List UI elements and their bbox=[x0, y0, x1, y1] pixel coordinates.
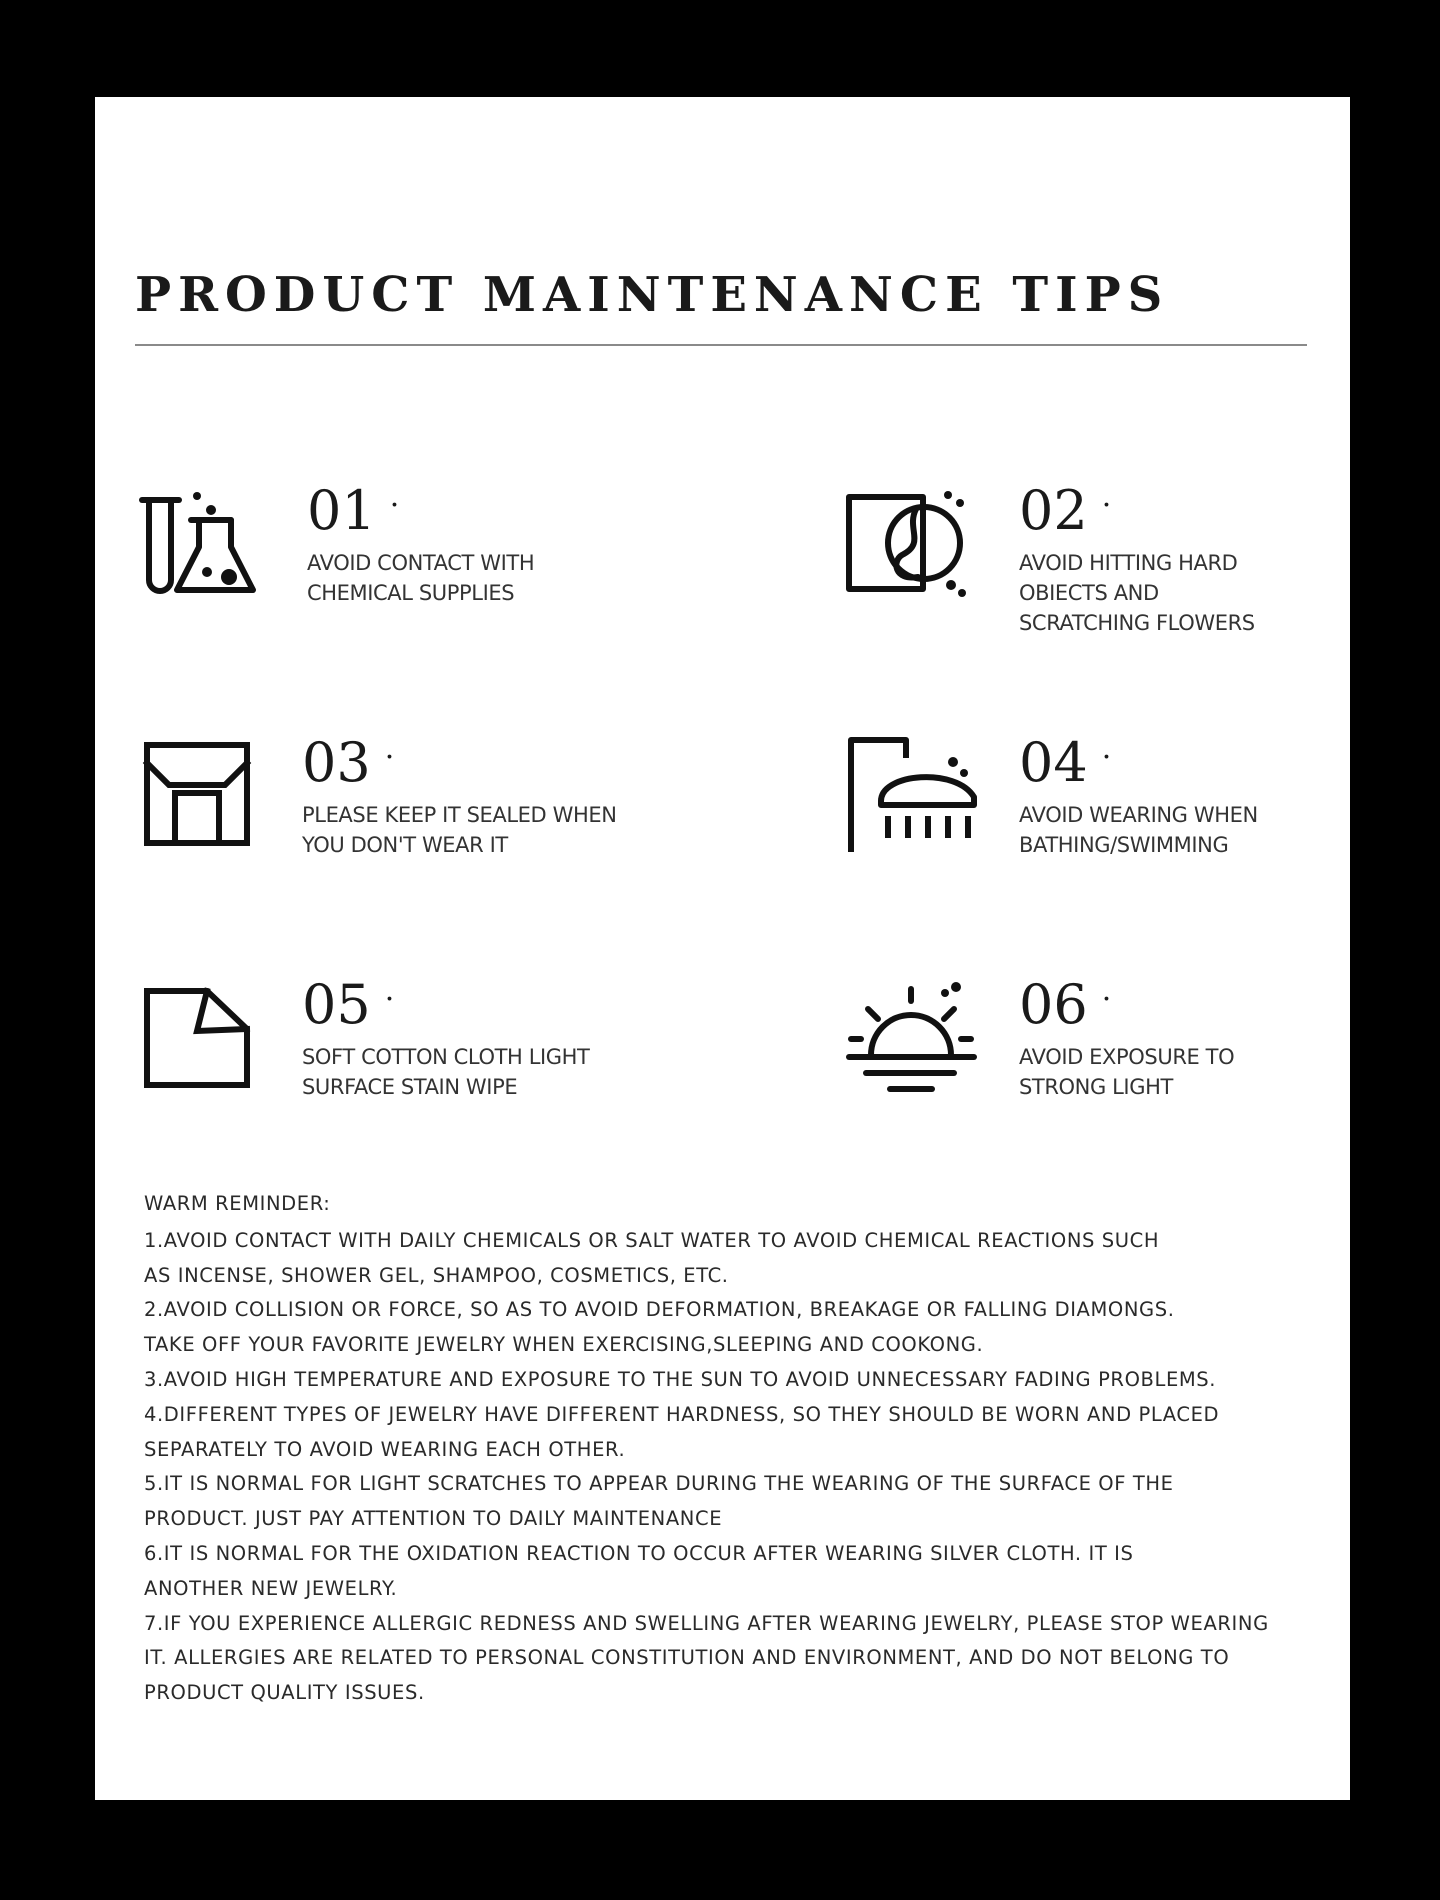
reminder-item: 4.DIFFERENT TYPES OF JEWELRY HAVE DIFFERENT HARDNESS, SO THEY SHOULD BE WORN AND PLACED SEPARATELY TO AVOID WEARING EACH OTHER. bbox=[144, 1402, 1220, 1461]
tip-number: 03 · bbox=[302, 731, 395, 794]
chemistry-flask-icon bbox=[139, 485, 279, 615]
shower-icon bbox=[846, 737, 986, 867]
reminder-item: 5.IT IS NORMAL FOR LIGHT SCRATCHES TO APPEAR DURING THE WEARING OF THE SURFACE OF THE PRODUCT. JUST PAY ATTENTION TO DAILY MAINTENANCE bbox=[144, 1472, 1174, 1531]
tip-text: AVOID WEARING WHEN BATHING/SWIMMING bbox=[1019, 803, 1258, 857]
maintenance-card bbox=[95, 97, 1350, 1800]
tip-text: AVOID EXPOSURE TO STRONG LIGHT bbox=[1019, 1045, 1235, 1099]
sunrise-icon bbox=[846, 979, 986, 1109]
page-title: PRODUCT MAINTENANCE TIPS bbox=[135, 267, 1170, 323]
tip-text: PLEASE KEEP IT SEALED WHEN YOU DON'T WEAR IT bbox=[302, 803, 617, 857]
tip-number: 02 · bbox=[1019, 479, 1112, 542]
tip-number: 04 · bbox=[1019, 731, 1112, 794]
tip-03 bbox=[139, 731, 699, 917]
reminder-item: 2.AVOID COLLISION OR FORCE, SO AS TO AVOID DEFORMATION, BREAKAGE OR FALLING DIAMONGS. TAKE OFF YOUR FAVORITE JEWELRY WHEN EXERCISING,SLEEPING AND COOKONG. bbox=[144, 1298, 1175, 1357]
sealed-box-icon bbox=[139, 737, 279, 867]
reminder-item: 7.IF YOU EXPERIENCE ALLERGIC REDNESS AND SWELLING AFTER WEARING JEWELRY, PLEASE STOP WEARING IT. ALLERGIES ARE RELATED TO PERSONAL CONSTITUTION AND ENVIRONMENT, AND DO NOT BELONG TO PRODUCT QUALITY ISSUES. bbox=[144, 1611, 1269, 1705]
cloth-icon bbox=[139, 979, 279, 1109]
warm-reminder bbox=[144, 1187, 1324, 1711]
tip-text: AVOID CONTACT WITH CHEMICAL SUPPLIES bbox=[307, 551, 535, 605]
hard-object-scratch-icon bbox=[846, 485, 986, 615]
tip-04 bbox=[846, 731, 1406, 917]
tip-06 bbox=[846, 973, 1406, 1159]
reminder-item: 1.AVOID CONTACT WITH DAILY CHEMICALS OR SALT WATER TO AVOID CHEMICAL REACTIONS SUCH AS INCENSE, SHOWER GEL, SHAMPOO, COSMETICS, ETC. bbox=[144, 1228, 1160, 1287]
tip-02 bbox=[846, 479, 1406, 665]
tip-text: AVOID HITTING HARD OBIECTS AND SCRATCHING FLOWERS bbox=[1019, 551, 1255, 635]
reminder-heading: WARM REMINDER: bbox=[144, 1192, 331, 1215]
tip-text: SOFT COTTON CLOTH LIGHT SURFACE STAIN WIPE bbox=[302, 1045, 590, 1099]
title-divider bbox=[135, 344, 1307, 346]
tip-number: 06 · bbox=[1019, 973, 1112, 1036]
tip-number: 05 · bbox=[302, 973, 395, 1036]
reminder-item: 3.AVOID HIGH TEMPERATURE AND EXPOSURE TO THE SUN TO AVOID UNNECESSARY FADING PROBLEMS. bbox=[144, 1367, 1217, 1391]
tip-number: 01 · bbox=[307, 479, 400, 542]
tip-01 bbox=[139, 479, 699, 665]
reminder-item: 6.IT IS NORMAL FOR THE OXIDATION REACTION TO OCCUR AFTER WEARING SILVER CLOTH. IT IS ANOTHER NEW JEWELRY. bbox=[144, 1541, 1134, 1600]
tip-05 bbox=[139, 973, 699, 1159]
